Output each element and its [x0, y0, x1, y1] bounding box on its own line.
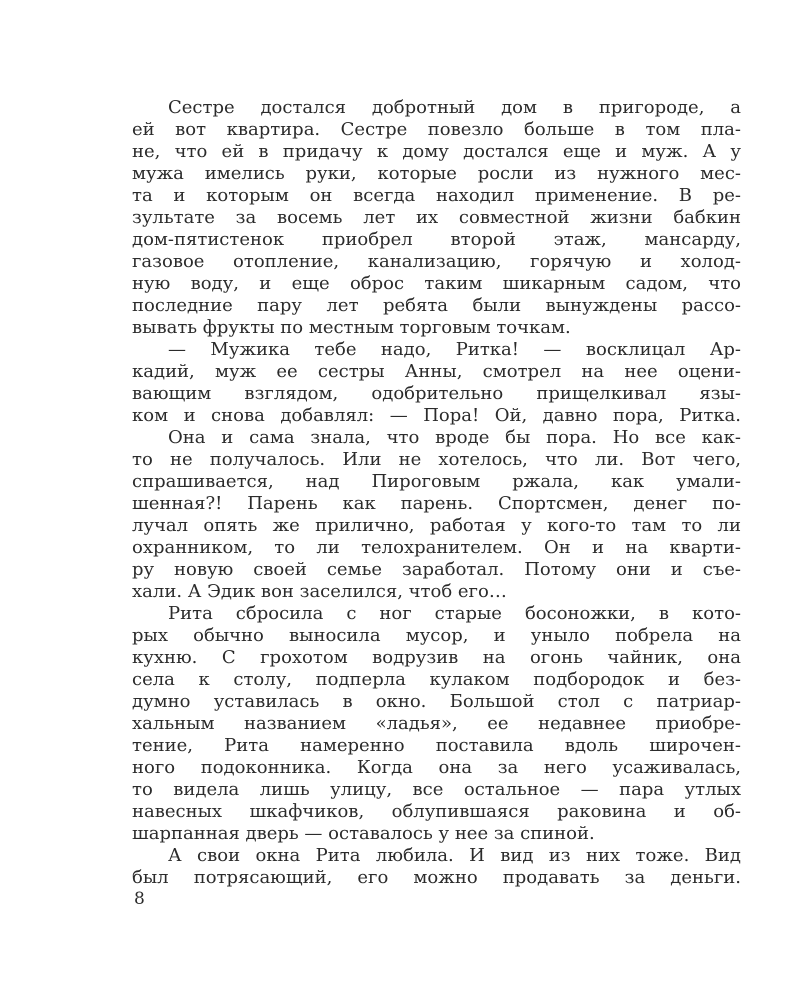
- text-line: та и которым он всегда находил применение. В ре-: [132, 185, 741, 206]
- text-line: ную воду, и еще оброс таким шикарным садом, что: [132, 273, 741, 294]
- text-line: ру новую своей семье заработал. Потому они и съе-: [132, 559, 741, 580]
- text-line: не, что ей в придачу к дому достался еще и муж. А у: [132, 141, 741, 162]
- text-line: кухню. С грохотом водрузив на огонь чайник, она: [132, 647, 741, 668]
- text-line: А свои окна Рита любила. И вид из них тоже. Вид: [168, 845, 741, 866]
- text-line: ей вот квартира. Сестре повезло больше в том пла-: [132, 119, 741, 140]
- text-line: зультате за восемь лет их совместной жизни бабкин: [132, 207, 741, 228]
- text-line: Она и сама знала, что вроде бы пора. Но все как-: [168, 427, 741, 448]
- text-line: тение, Рита намеренно поставила вдоль широчен-: [132, 735, 741, 756]
- text-line: думно уставилась в окно. Большой стол с патриар-: [132, 691, 741, 712]
- text-line: навесных шкафчиков, облупившаяся раковина и об-: [132, 801, 741, 822]
- text-line: мужа имелись руки, которые росли из нужного мес-: [132, 163, 741, 184]
- text-line: Сестре достался добротный дом в пригороде, а: [168, 97, 741, 118]
- text-line: то видела лишь улицу, все остальное — пара утлых: [132, 779, 741, 800]
- text-line: шенная?! Парень как парень. Спортсмен, денег по-: [132, 493, 741, 514]
- text-line: последние пару лет ребята были вынуждены рассо-: [132, 295, 741, 316]
- text-line: шарпанная дверь — оставалось у нее за спиной.: [132, 823, 595, 844]
- text-line: хальным названием «ладья», ее недавнее приобре-: [132, 713, 741, 734]
- text-line: то не получалось. Или не хотелось, что ли. Вот чего,: [132, 449, 741, 470]
- text-line: ком и снова добавлял: — Пора! Ой, давно пора, Ритка.: [132, 405, 741, 426]
- text-line: хали. А Эдик вон заселился, чтоб его…: [132, 581, 507, 602]
- text-line: кадий, муж ее сестры Анны, смотрел на нее оцени-: [132, 361, 741, 382]
- text-line: Рита сбросила с ног старые босоножки, в кото-: [168, 603, 741, 624]
- text-line: дом-пятистенок приобрел второй этаж, мансарду,: [132, 229, 741, 250]
- page-text: [132, 97, 741, 889]
- text-line: охранником, то ли телохранителем. Он и на кварти-: [132, 537, 741, 558]
- text-line: села к столу, подперла кулаком подбородок и без-: [132, 669, 741, 690]
- text-line: спрашивается, над Пироговым ржала, как умали-: [132, 471, 741, 492]
- page-number: 8: [134, 889, 145, 909]
- text-line: был потрясающий, его можно продавать за деньги.: [132, 867, 741, 888]
- text-line: вывать фрукты по местным торговым точкам.: [132, 317, 571, 338]
- text-line: рых обычно выносила мусор, и уныло побрела на: [132, 625, 741, 646]
- text-line: вающим взглядом, одобрительно прищелкивал язы-: [132, 383, 741, 404]
- text-line: лучал опять же прилично, работая у кого-то там то ли: [132, 515, 741, 536]
- text-line: ного подоконника. Когда она за него усаживалась,: [132, 757, 741, 778]
- text-line: — Мужика тебе надо, Ритка! — восклицал Ар-: [168, 339, 741, 360]
- text-line: газовое отопление, канализацию, горячую и холод-: [132, 251, 741, 272]
